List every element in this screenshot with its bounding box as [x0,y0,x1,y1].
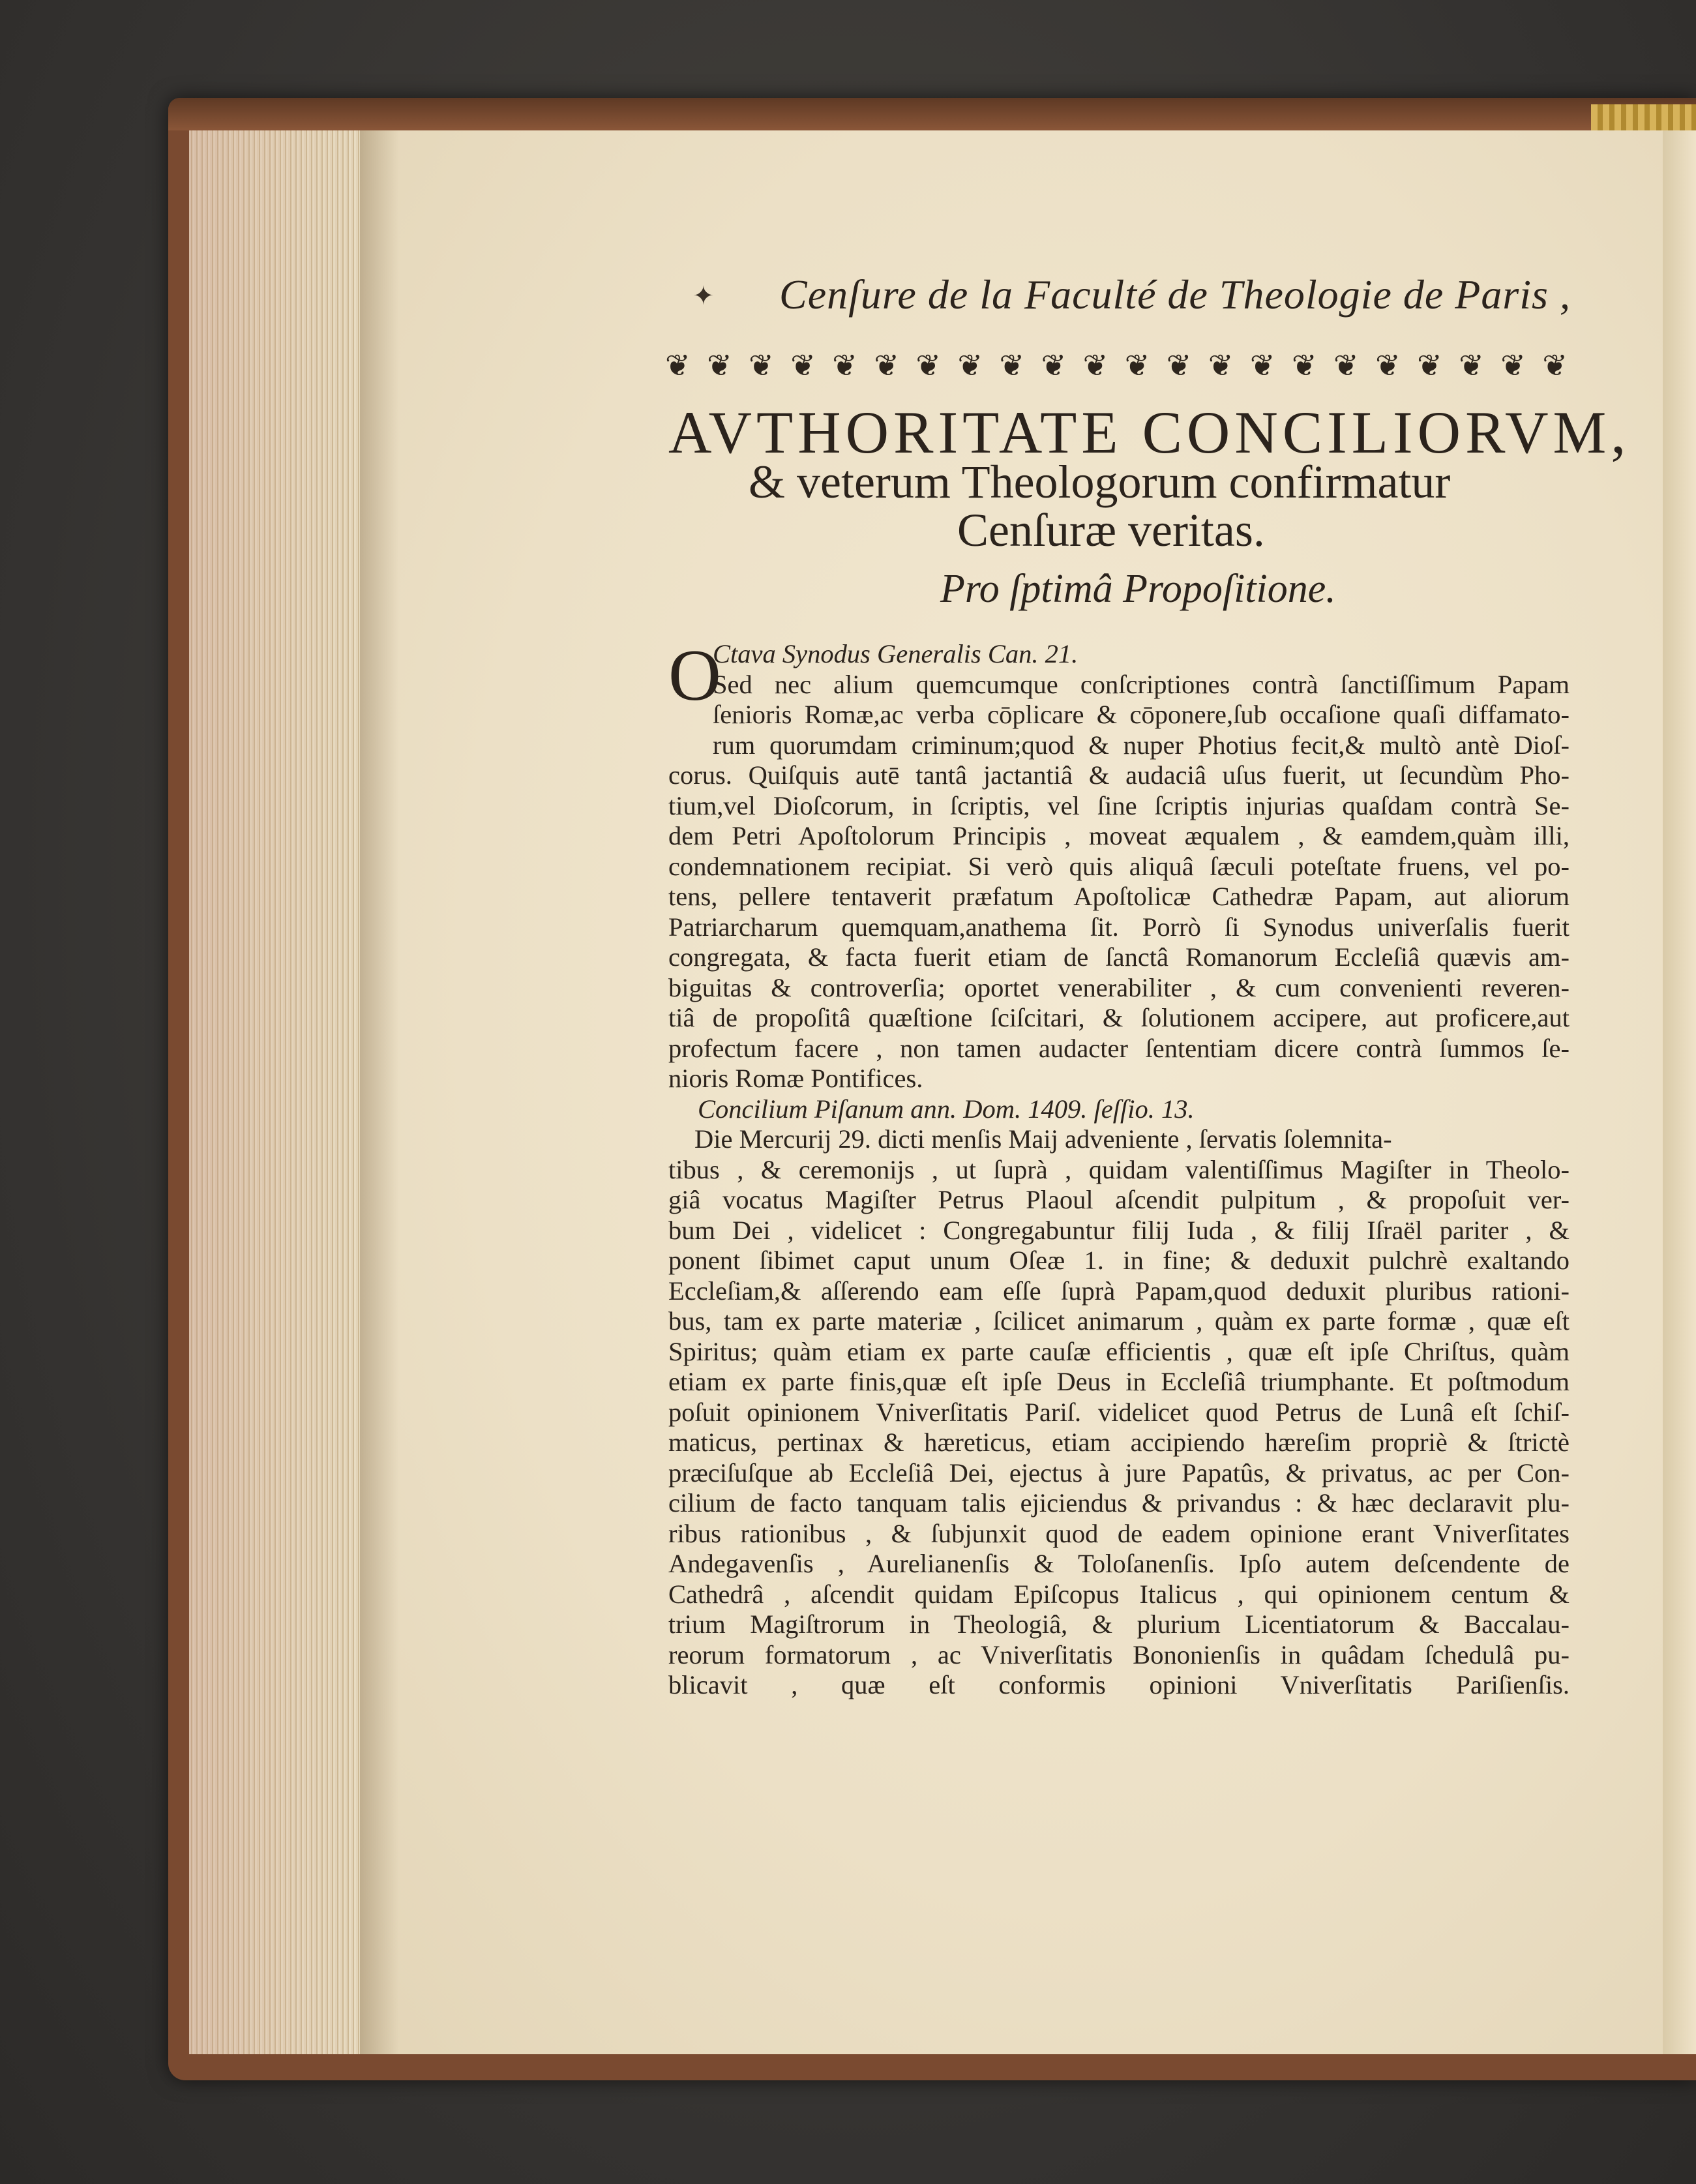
text-line: Sed nec alium quemcumque conſcriptiones contrà ſanctiſſimum Papam [713,669,1570,699]
ornament-fleuron-icon: ❦ [999,349,1025,382]
ornament-fleuron-icon: ❦ [749,349,774,382]
ornament-fleuron-icon: ❦ [1542,349,1568,382]
gutter-shadow [360,130,399,2054]
ornament-fleuron-icon: ❦ [1041,349,1067,382]
text-line: tiâ de propoſitâ quæſtione ſciſcitari, & ſolutionem accipere, aut proficere,aut [668,1003,1570,1032]
title-line-3: Cenſuræ veritas. [957,504,1265,556]
text-line: bus, tam ex parte materiæ , ſcilicet animarum , quàm ex parte formæ , quæ eſt [668,1306,1570,1336]
text-line: ribus rationibus , & ſubjunxit quod de eadem opinione erant Vniverſitates [668,1518,1570,1548]
text-line: tens, pellere tentaverit præfatum Apoſtolicæ Cathedræ Papam, aut aliorum [668,882,1570,911]
text-line: ponent ſibimet caput unum Oſeæ 1. in fine; & deduxit pulchrè exaltando [668,1246,1570,1275]
ornament-fleuron-icon: ❦ [790,349,816,382]
text-line: etiam ex parte finis,quæ eſt ipſe Deus in Eccleſiâ triumphante. Et poſtmodum [668,1367,1570,1396]
title-line-2: & veterum Theologorum confirmatur [749,456,1451,508]
text-line: condemnationem recipiat. Si verò quis aliquâ ſæculi poteſtate fruens, vel po- [668,851,1570,881]
text-line: Die Mercurij 29. dicti menſis Maij adveniente , ſervatis ſolemnita- [694,1124,1392,1154]
text-line: reorum formatorum , ac Vniverſitatis Bononienſis in quâdam ſchedulâ pu- [668,1639,1570,1669]
text-line: poſuit opinionem Vniverſitatis Pariſ. videlicet quod Petrus de Lunâ eſt ſchiſ- [668,1397,1570,1427]
text-line: blicavit , quæ eſt conformis opinioni Vniverſitatis Pariſienſis. [668,1670,1570,1699]
title-line-1: AVTHORITATE CONCILIORVM, [668,399,1631,466]
text-line: nioris Romæ Pontifices. [668,1064,923,1093]
ornament-fleuron-icon: ❦ [1500,349,1526,382]
ornament-fleuron-icon: ❦ [1417,349,1442,382]
text-line: trium Magiſtrorum in Theologiâ, & plurium Licentiatorum & Baccalau- [668,1609,1570,1639]
ornament-fleuron-icon: ❦ [1249,349,1275,382]
text-line: profectum facere , non tamen audacter ſententiam dicere contrà ſummos ſe- [668,1033,1570,1063]
text-line: giâ vocatus Magiſter Petrus Plaoul aſcendit pulpitum , & propoſuit ver- [668,1185,1570,1214]
ornament-fleuron-icon: ❦ [665,349,691,382]
text-line: cilium de facto tanquam talis ejiciendus & privandus : & hæc declaravit plu- [668,1488,1570,1518]
text-line: tium,vel Dioſcorum, in ſcriptis, vel ſine ſcriptis injurias quaſdam contrà Se- [668,790,1570,820]
text-line: Andegavenſis , Aurelianenſis & Toloſanenſis. Ipſo autem deſcendente de [668,1549,1570,1578]
text-line: biguitas & controverſia; oportet venerabiliter , & cum convenienti reveren- [668,972,1570,1002]
ornament-fleuron-icon: ❦ [1333,349,1359,382]
text-line: tibus , & ceremonijs , ut ſuprà , quidam valentiſſimus Magiſter in Theolo- [668,1154,1570,1184]
ornament-fleuron-icon: ❦ [707,349,732,382]
text-line: corus. Quiſquis autē tantâ jactantiâ & audaciâ uſus fuerit, ut ſecundùm Pho- [668,760,1570,790]
body-text [668,635,1570,1701]
ornament-fleuron-icon: ❦ [874,349,899,382]
text-line: Patriarcharum quemquam,anathema ſit. Porrò ſi Synodus univerſalis fuerit [668,912,1570,942]
ornament-fleuron-icon: ❦ [1291,349,1317,382]
text-line: ſenioris Romæ,ac verba cōplicare & cōponere,ſub occaſione quaſi diffamato- [713,700,1570,729]
text-line: maticus, pertinax & hæreticus, etiam accipiendo hæreſim propriè & ſtrictè [668,1428,1570,1457]
ornament-fleuron-icon: ❦ [1082,349,1108,382]
ornament-fleuron-icon: ❦ [832,349,857,382]
text-line: Ctava Synodus Generalis Can. 21. [713,639,1079,668]
facing-page-edge [1663,130,1696,2054]
headband [1591,104,1696,130]
text-line: Concilium Piſanum ann. Dom. 1409. ſeſſio. 13. [698,1094,1195,1124]
text-line: Eccleſiam,& aſſerendo eam eſſe ſuprà Papam,quod deduxit pluribus rationi- [668,1276,1570,1306]
ornament-fleuron-icon: ❦ [1375,349,1401,382]
section-subheading: Pro ſptimâ Propoſitione. [940,567,1336,611]
text-line: Cathedrâ , aſcendit quidam Epiſcopus Italicus , qui opinionem centum & [668,1579,1570,1609]
ornament-fleuron-icon: ❦ [1124,349,1150,382]
ornament-fleuron-icon: ❦ [1166,349,1192,382]
ornament-fleuron-icon: ❦ [915,349,941,382]
text-line: congregata, & facta fuerit etiam de ſanctâ Romanorum Eccleſiâ quævis am- [668,942,1570,972]
text-line: præciſuſque ab Eccleſiâ Dei, ejectus à jure Papatûs, & privatus, ac per Con- [668,1458,1570,1488]
drop-cap: O [668,635,721,716]
book-cover-top-edge [168,98,1696,130]
page-edges-tint [189,130,360,2054]
decorative-ornament-band [665,347,1568,385]
ornament-fleuron-icon: ❦ [1208,349,1234,382]
running-head: Cenſure de la Faculté de Theologie de Paris , [779,271,1571,318]
decorative-star-icon: ✦ [692,281,715,310]
ornament-fleuron-icon: ❦ [957,349,983,382]
ornament-fleuron-icon: ❦ [1459,349,1484,382]
text-line: Spiritus; quàm etiam ex parte cauſæ efficientis , quæ eſt ipſe Chriſtus, quàm [668,1336,1570,1366]
text-line: dem Petri Apoſtolorum Principis , moveat æqualem , & eamdem,quàm illi, [668,821,1570,850]
text-line: bum Dei , videlicet : Congregabuntur filij Iuda , & filij Iſraël pariter , & [668,1215,1570,1245]
text-line: rum quorumdam criminum;quod & nuper Photius fecit,& multò antè Dioſ- [713,730,1570,760]
